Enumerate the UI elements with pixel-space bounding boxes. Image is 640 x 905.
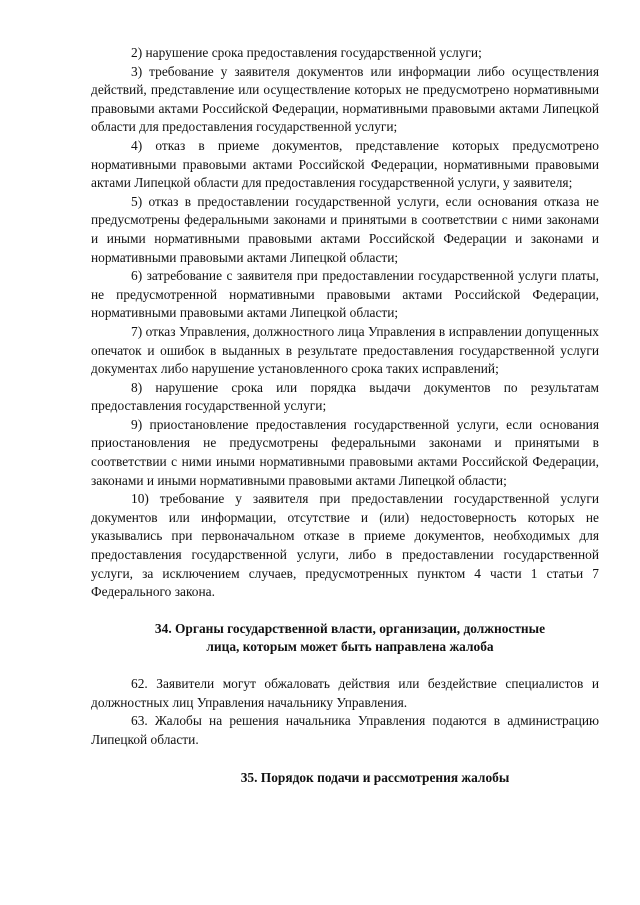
list-item-8: 8) нарушение срока или порядка выдачи документов по результатам предоставления государственной услуги; [91,379,599,414]
list-item-10: 10) требование у заявителя при предоставлении государственной услуги документов или информации, отсутствие и (или) недостоверность которых не указывались при первоначальном отказе в приеме документов, необходимых для предоставления государственной услуги, либо в предоставлении государственной услуги, за исключением случаев, предусмотренных пунктом 4 части 1 статьи 7 Федерального закона. [91,491,599,600]
paragraph-63: 63. Жалобы на решения начальника Управления подаются в администрацию Липецкой области. [91,713,599,747]
list-item-5: 5) отказ в предоставлении государственной услуги, если основания отказа не предусмотрены федеральными законами и принятыми в соответствии с ними законами и иными нормативными правовыми актами Российской Федерации и законами и нормативными правовыми актами Липецкой области; [91,193,599,265]
list-item-7: 7) отказ Управления, должностного лица Управления в исправлении допущенных опечаток и ошибок в выданных в результате предоставления государственной услуги документах либо нарушение установленного срока таких исправлений; [91,323,599,377]
paragraph-62: 62. Заявители могут обжаловать действия или бездействие специалистов и должностных лиц Управления начальнику Управления. [91,676,599,710]
section-35-heading: 35. Порядок подачи и рассмотрения жалобы [240,770,510,786]
list-item-2: 2) нарушение срока предоставления государственной услуги; [131,45,482,60]
section-34-heading-line2: лица, которым может быть направлена жалоба [206,639,494,655]
list-item-6: 6) затребование с заявителя при предоставлении государственной услуги платы, не предусмотренной нормативными правовыми актами Российской Федерации, нормативными правовыми актами Липецкой области; [91,268,599,321]
list-item-9: 9) приостановление предоставления государственной услуги, если основания приостановления не предусмотрены федеральными законами и принятыми в соответствии с ними иными нормативными правовыми актами Российской Федерации, законами и иными нормативными правовыми актами Липецкой области; [91,416,599,488]
section-34-heading [91,620,599,657]
document-page [91,44,599,788]
list-item-3: 3) требование у заявителя документов или информации либо осуществления действий, представление или осуществление которых не предусмотрено нормативными правовыми актами Российской Федерации, нормативными правовыми актами Липецкой области для предоставления государственной услуги; [91,63,599,135]
section-34-heading-line1: 34. Органы государственной власти, организации, должностные [154,620,546,636]
list-item-4: 4) отказ в приеме документов, представление которых предусмотрено нормативными правовыми актами Российской Федерации, нормативными правовыми актами Липецкой области для предоставления государственной услуги, у заявителя; [91,137,599,191]
